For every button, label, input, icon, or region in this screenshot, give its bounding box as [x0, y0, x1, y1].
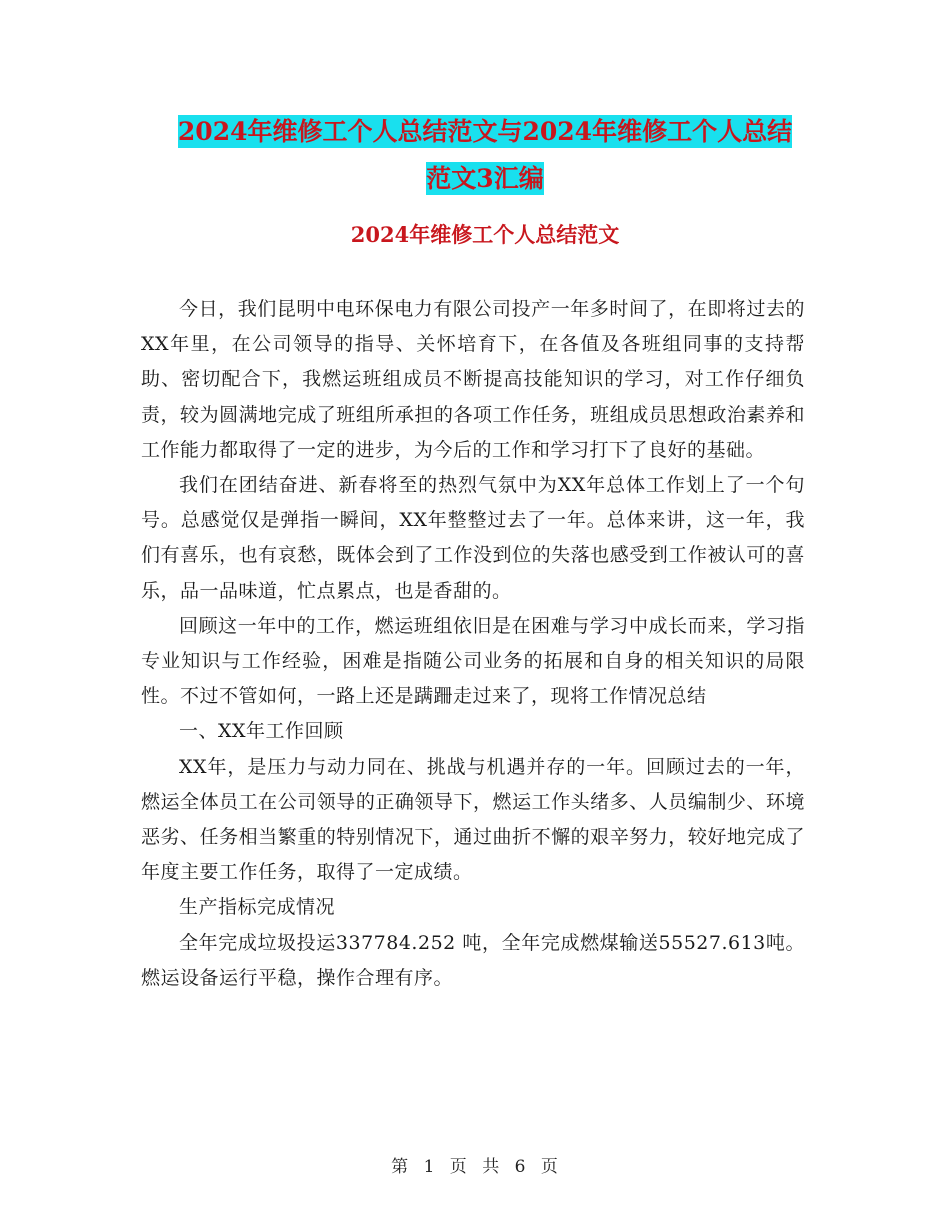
paragraph-3: 回顾这一年中的工作，燃运班组依旧是在困难与学习中成长而来，学习指专业知识与工作经验，困难是指随公司业务的拓展和自身的相关知识的局限性。不过不管如何，一路上还是蹒跚走过来了，现将工作情况总结	[141, 614, 805, 708]
footer-page-label: 第	[391, 1157, 410, 1177]
document-title-line-2: 范文3汇编	[426, 164, 544, 193]
heading-production-indicators: 生产指标完成情况	[179, 896, 336, 919]
document-title-line-1: 2024年维修工个人总结范文与2024年维修工个人总结	[177, 117, 793, 146]
document-title	[140, 108, 830, 202]
section-title: 2024年维修工个人总结范文	[350, 222, 620, 247]
paragraph-4: XX年，是压力与动力同在、挑战与机遇并存的一年。回顾过去的一年，燃运全体员工在公司领导的正确领导下，燃运工作头绪多、人员编制少、环境恶劣、任务相当繁重的特别情况下，通过曲折不懈的艰辛努力，较好地完成了年度主要工作任务，取得了一定成绩。	[141, 755, 805, 884]
paragraph-5: 全年完成垃圾投运337784.252 吨，全年完成燃煤输送55527.613吨。燃运设备运行平稳，操作合理有序。	[141, 931, 805, 989]
paragraph-1: 今日，我们昆明中电环保电力有限公司投产一年多时间了，在即将过去的XX年里，在公司领导的指导、关怀培育下，在各值及各班组同事的支持帮助、密切配合下，我燃运班组成员不断提高技能知识的学习，对工作仔细负责，较为圆满地完成了班组所承担的各项工作任务，班组成员思想政治素养和工作能力都取得了一定的进步，为今后的工作和学习打下了良好的基础。	[141, 298, 805, 461]
footer-total-label: 共	[482, 1157, 501, 1177]
page-footer	[0, 1152, 950, 1177]
footer-page-unit: 页	[449, 1157, 468, 1177]
footer-total-pages: 6	[514, 1157, 527, 1177]
document-body	[141, 292, 805, 996]
heading-work-review: 一、XX年工作回顾	[179, 720, 344, 743]
footer-current-page: 1	[423, 1157, 436, 1177]
footer-total-unit: 页	[540, 1157, 559, 1177]
paragraph-2: 我们在团结奋进、新春将至的热烈气氛中为XX年总体工作划上了一个句号。总感觉仅是弹指一瞬间，XX年整整过去了一年。总体来讲，这一年，我们有喜乐，也有哀愁，既体会到了工作没到位的失落也感受到工作被认可的喜乐，品一品味道，忙点累点，也是香甜的。	[141, 474, 805, 602]
